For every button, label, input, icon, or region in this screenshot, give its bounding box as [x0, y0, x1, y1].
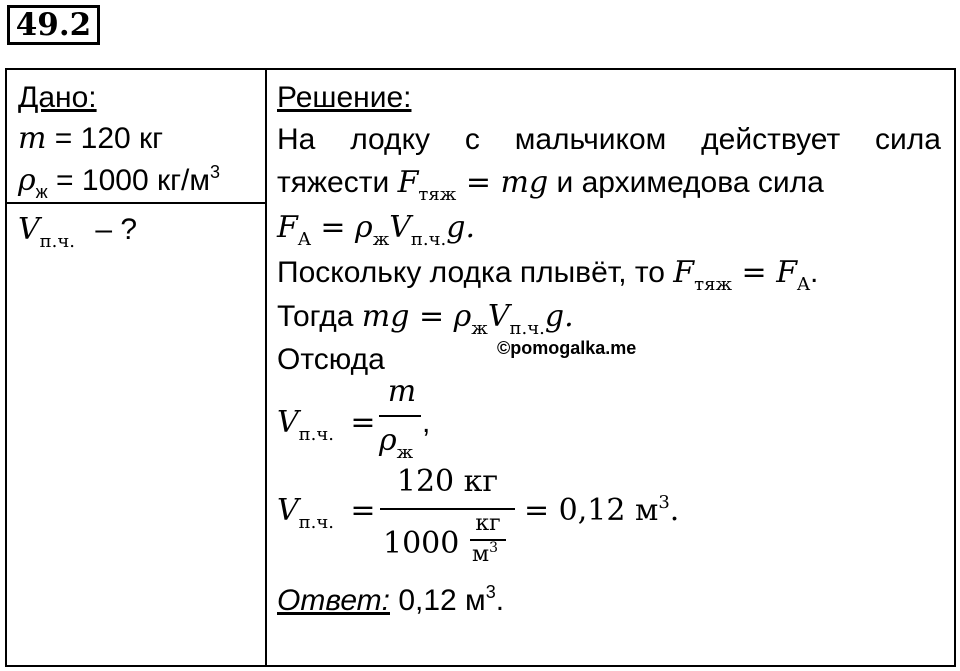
f1-V-sub: п.ч.	[298, 424, 335, 445]
f2-den-unit-exp: 3	[489, 540, 499, 556]
given-mass	[18, 121, 163, 157]
solution-line-4	[277, 255, 818, 295]
f2-numerator: 120 кг	[396, 464, 499, 499]
solution-line-6: Отсюда	[277, 343, 385, 376]
line3-g: g.	[446, 210, 476, 245]
f1-fraction-bar	[379, 415, 421, 417]
f2-eq: =	[350, 493, 376, 528]
line4-text: Поскольку лодка плывёт, то	[277, 256, 674, 289]
line5-text: Тогда	[277, 300, 362, 333]
f2-fraction-bar	[380, 508, 515, 510]
line3-F-sub: A	[297, 229, 311, 250]
f2-den-unit-den: м	[472, 542, 490, 567]
answer-label: Ответ:	[277, 584, 390, 617]
given-unknown	[18, 212, 137, 252]
answer-end: .	[495, 584, 505, 617]
f1-denominator	[379, 423, 413, 463]
line2-formula-rest: = mg	[456, 165, 549, 200]
given-divider	[5, 202, 267, 204]
f2-end: .	[669, 493, 680, 528]
column-divider	[265, 68, 267, 667]
f2-result	[524, 493, 679, 533]
f2-den-unit-top: кг	[475, 511, 501, 536]
line3-eq: = ρ	[310, 210, 373, 245]
line4-eq: = F	[732, 255, 798, 290]
f1-V: V	[277, 405, 299, 440]
f1-numerator: m	[387, 374, 417, 409]
solution-line-1: На лодку с мальчиком действует сила	[277, 123, 941, 156]
given-heading: Дано:	[18, 81, 97, 114]
f2-den-number: 1000	[383, 526, 460, 561]
formula-2-lhs	[277, 493, 376, 533]
rho-exp: 3	[210, 162, 221, 182]
line5-V: V	[487, 299, 510, 334]
f1-den-sub: ж	[396, 442, 414, 463]
line2-end: и архимедова сила	[548, 166, 824, 199]
f1-den-rho: ρ	[379, 423, 397, 458]
line3-V: V	[389, 210, 411, 245]
f2-result-exp: 3	[658, 492, 670, 513]
line2-F: F	[397, 165, 419, 200]
answer-exp: 3	[485, 582, 496, 602]
line2-F-sub: тяж	[418, 184, 457, 205]
mass-symbol: m	[18, 121, 47, 156]
watermark: ©pomogalka.me	[497, 338, 637, 358]
line4-end: .	[810, 256, 819, 289]
line5-V-sub: п.ч.	[509, 318, 545, 339]
formula-1-lhs	[277, 405, 376, 445]
line3-F: F	[277, 210, 298, 245]
unknown-suffix: – ?	[95, 213, 138, 246]
line5-end: g.	[544, 299, 574, 334]
rho-sub: ж	[35, 182, 48, 202]
line5-formula: mg = ρ	[361, 299, 472, 334]
f1-eq: =	[350, 405, 376, 440]
solution-heading: Решение:	[277, 81, 412, 114]
f2-V-sub: п.ч.	[298, 512, 335, 533]
rho-symbol: ρ	[18, 163, 36, 198]
f2-den-unit-bar	[470, 539, 506, 541]
f2-result-value: = 0,12 м	[524, 493, 659, 528]
line4-F1-sub: тяж	[694, 274, 732, 295]
given-density	[18, 163, 220, 202]
solution-line-2	[277, 165, 824, 205]
answer-line	[277, 583, 504, 622]
line3-rho-sub: ж	[372, 229, 390, 250]
mass-value: = 120 кг	[54, 122, 164, 155]
solution-line-3	[277, 210, 475, 250]
unknown-sub: п.ч.	[39, 231, 76, 252]
solution-line-5	[277, 299, 574, 339]
line2-start: тяжести	[277, 166, 398, 199]
line4-F1: F	[673, 255, 695, 290]
unknown-symbol: V	[18, 212, 40, 247]
line3-V-sub: п.ч.	[410, 229, 447, 250]
rho-value: = 1000 кг/м	[56, 164, 210, 197]
answer-value: 0,12 м	[390, 584, 486, 617]
f1-comma: ,	[422, 406, 431, 439]
f2-den-unit-bottom	[472, 540, 499, 569]
line4-F2-sub: A	[797, 274, 811, 295]
f2-V: V	[277, 493, 299, 528]
problem-number: 49.2	[7, 5, 100, 45]
line5-rho-sub: ж	[471, 318, 488, 339]
